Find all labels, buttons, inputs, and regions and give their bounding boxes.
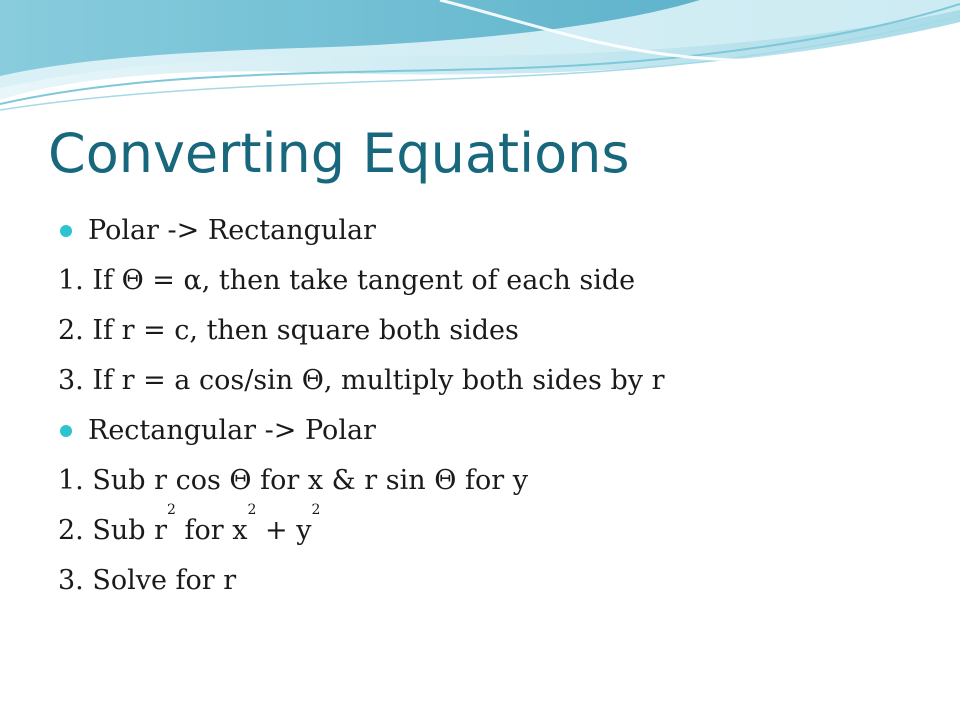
step-line: 3. Solve for r <box>58 565 237 596</box>
bullet-rectangular-to-polar <box>58 406 938 456</box>
step-line: 1. Sub r cos Θ for x & r sin Θ for y <box>58 465 528 496</box>
slide-body <box>58 206 938 606</box>
bullet-polar-to-rectangular <box>58 206 938 256</box>
header-wave-decoration <box>0 0 960 115</box>
slide-title: Converting Equations <box>48 122 630 185</box>
step-line: 2. If r = c, then square both sides <box>58 315 519 346</box>
exponent: 2 <box>167 502 176 518</box>
step-line: 1. If Θ = α, then take tangent of each side <box>58 265 636 296</box>
exponent: 2 <box>247 502 257 518</box>
step-line: 3. If r = a cos/sin Θ, multiply both sides by r <box>58 365 665 396</box>
step-text: for x <box>175 515 248 546</box>
step-text: + y <box>256 515 312 546</box>
bullet-icon <box>60 225 72 237</box>
exponent: 2 <box>311 502 321 518</box>
step-text: 2. Sub r <box>58 515 168 546</box>
bullet-label: Polar -> Rectangular <box>88 215 376 246</box>
bullet-label: Rectangular -> Polar <box>88 415 376 446</box>
step-line-with-exponents <box>58 502 938 556</box>
bullet-icon <box>60 425 72 437</box>
